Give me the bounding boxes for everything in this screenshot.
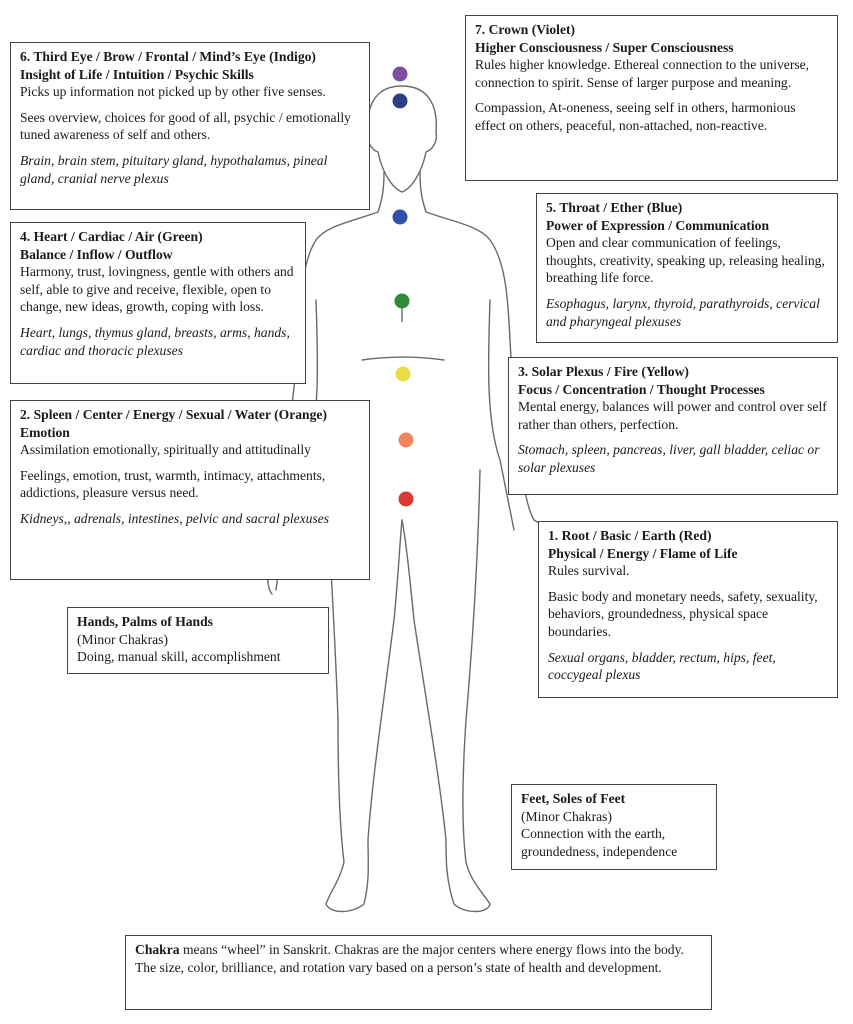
third-eye-organs: Brain, brain stem, pituitary gland, hypothalamus, pineal gland, cranial nerve plexus	[20, 152, 328, 186]
spleen-desc-2: Feelings, emotion, trust, warmth, intimacy, attachments, addictions, pleasure versus need.	[20, 467, 326, 501]
crown-subtitle: Higher Consciousness / Super Consciousness	[475, 39, 734, 55]
crown-title: 7. Crown (Violet)	[475, 22, 576, 37]
feet-title: Feet, Soles of Feet	[521, 791, 626, 806]
crown-chakra-dot	[393, 67, 408, 82]
root-chakra-dot	[399, 492, 414, 507]
throat-subtitle: Power of Expression / Communication	[546, 217, 770, 233]
root-subtitle: Physical / Energy / Flame of Life	[548, 545, 738, 561]
heart-box	[10, 222, 306, 384]
feet-minor-label: (Minor Chakras)	[521, 808, 612, 824]
solar-plexus-chakra-dot	[396, 367, 411, 382]
solar-plexus-subtitle: Focus / Concentration / Thought Processes	[518, 381, 765, 397]
third-eye-desc-1: Picks up information not picked up by other five senses.	[20, 84, 326, 100]
solar-plexus-desc: Mental energy, balances will power and control over self rather than others, perfection.	[518, 399, 827, 432]
root-box	[538, 521, 838, 698]
footnote-text	[135, 941, 703, 976]
spleen-desc-1: Assimilation emotionally, spiritually and attitudinally	[20, 442, 311, 458]
spleen-title: 2. Spleen / Center / Energy / Sexual / Water (Orange)	[20, 407, 327, 422]
root-organs: Sexual organs, bladder, rectum, hips, feet, coccygeal plexus	[548, 649, 776, 683]
crown-box	[465, 15, 838, 181]
throat-chakra-dot	[393, 210, 408, 225]
heart-subtitle: Balance / Inflow / Outflow	[20, 246, 173, 262]
third-eye-chakra-dot	[393, 94, 408, 109]
heart-desc: Harmony, trust, lovingness, gentle with others and self, able to give and receive, flexible, open to change, new ideas, growth, coping with loss.	[20, 264, 294, 315]
heart-title: 4. Heart / Cardiac / Air (Green)	[20, 229, 203, 244]
spleen-subtitle: Emotion	[20, 424, 70, 440]
chakra-footnote-box	[125, 935, 712, 1010]
root-title: 1. Root / Basic / Earth (Red)	[548, 528, 712, 543]
throat-title: 5. Throat / Ether (Blue)	[546, 200, 683, 215]
third-eye-desc-2: Sees overview, choices for good of all, psychic / emotionally tuned awareness of self and others.	[20, 109, 351, 143]
heart-chakra-dot	[395, 294, 410, 309]
crown-desc-1: Rules higher knowledge. Ethereal connection to the universe, connection to spirit. Sense of larger purpose and meaning.	[475, 57, 810, 90]
solar-plexus-organs: Stomach, spleen, pancreas, liver, gall bladder, celiac or solar plexuses	[518, 442, 820, 475]
throat-organs: Esophagus, larynx, thyroid, parathyroids, cervical and pharyngeal plexuses	[546, 295, 820, 329]
footnote-term: Chakra	[135, 942, 180, 957]
spleen-chakra-dot	[399, 433, 414, 448]
throat-desc: Open and clear communication of feelings, thoughts, creativity, speaking up, releasing healing, breathing life force.	[546, 235, 825, 286]
solar-plexus-box	[508, 357, 838, 495]
root-desc-1: Rules survival.	[548, 563, 630, 579]
feet-desc: Connection with the earth, groundedness, independence	[521, 826, 678, 859]
hands-title: Hands, Palms of Hands	[77, 614, 213, 629]
crown-desc-2: Compassion, At-oneness, seeing self in others, harmonious effect on others, peaceful, non-attached, non-reactive.	[475, 100, 796, 133]
right-leg-outline	[402, 470, 490, 912]
feet-box	[511, 784, 717, 870]
chest-line	[362, 357, 444, 360]
spleen-box	[10, 400, 370, 580]
solar-plexus-title: 3. Solar Plexus / Fire (Yellow)	[518, 364, 689, 379]
heart-organs: Heart, lungs, thymus gland, breasts, arms, hands, cardiac and thoracic plexuses	[20, 324, 290, 358]
third-eye-box	[10, 42, 370, 210]
throat-box	[536, 193, 838, 343]
spleen-organs: Kidneys,, adrenals, intestines, pelvic and sacral plexuses	[20, 510, 330, 526]
root-desc-2: Basic body and monetary needs, safety, sexuality, behaviors, groundedness, physical space boundaries.	[548, 588, 818, 639]
third-eye-subtitle: Insight of Life / Intuition / Psychic Skills	[20, 66, 254, 82]
hands-box	[67, 607, 329, 674]
hands-desc: Doing, manual skill, accomplishment	[77, 649, 281, 665]
hands-minor-label: (Minor Chakras)	[77, 631, 168, 647]
third-eye-title: 6. Third Eye / Brow / Frontal / Mind’s Eye (Indigo)	[20, 49, 316, 64]
footnote-body: means “wheel” in Sanskrit. Chakras are the major centers where energy flows into the body. The size, color, brilliance, and rotation vary based on a person’s state of health and development.	[135, 942, 684, 975]
